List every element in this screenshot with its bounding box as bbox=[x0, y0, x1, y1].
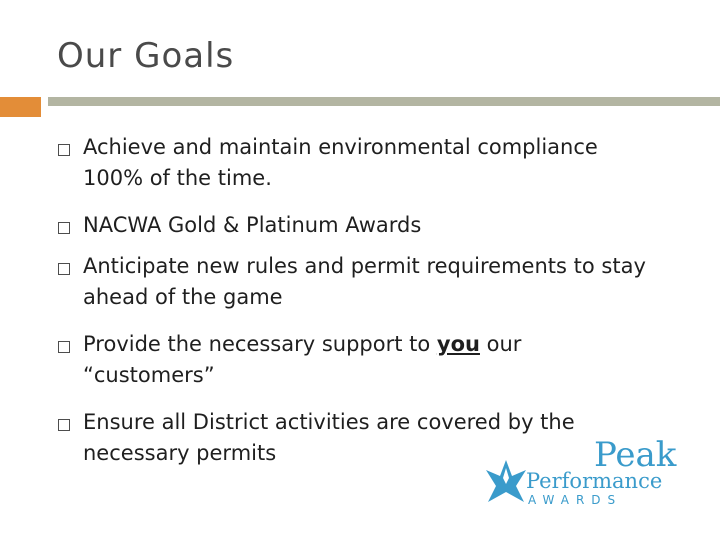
bullet-text-before: Provide the necessary support to bbox=[83, 332, 437, 356]
bullet-text: Achieve and maintain environmental compliance 100% of the time. bbox=[83, 135, 598, 190]
logo-word-performance: Performance bbox=[526, 469, 663, 493]
bullet-text: Ensure all District activities are covered by the necessary permits bbox=[83, 410, 575, 465]
logo-word-awards: AWARDS bbox=[528, 493, 623, 507]
square-outline-icon bbox=[58, 341, 70, 353]
bullet-text bbox=[83, 329, 653, 391]
square-outline-icon bbox=[58, 144, 70, 156]
slide-title: Our Goals bbox=[57, 36, 235, 76]
square-outline-icon bbox=[58, 419, 70, 431]
square-outline-icon bbox=[58, 263, 70, 275]
peak-performance-logo bbox=[484, 435, 677, 507]
square-outline-icon bbox=[58, 222, 70, 234]
bullet-text-after: our “customers” bbox=[83, 332, 522, 387]
title-rule bbox=[48, 97, 720, 106]
accent-bar bbox=[0, 97, 41, 117]
bullet-emphasis: you bbox=[436, 332, 480, 356]
bullet-text: NACWA Gold & Platinum Awards bbox=[83, 213, 422, 237]
bullet-text: Anticipate new rules and permit requirements to stay ahead of the game bbox=[83, 254, 646, 309]
peak-mountain-icon bbox=[484, 458, 528, 504]
logo-word-peak: Peak bbox=[594, 435, 677, 475]
